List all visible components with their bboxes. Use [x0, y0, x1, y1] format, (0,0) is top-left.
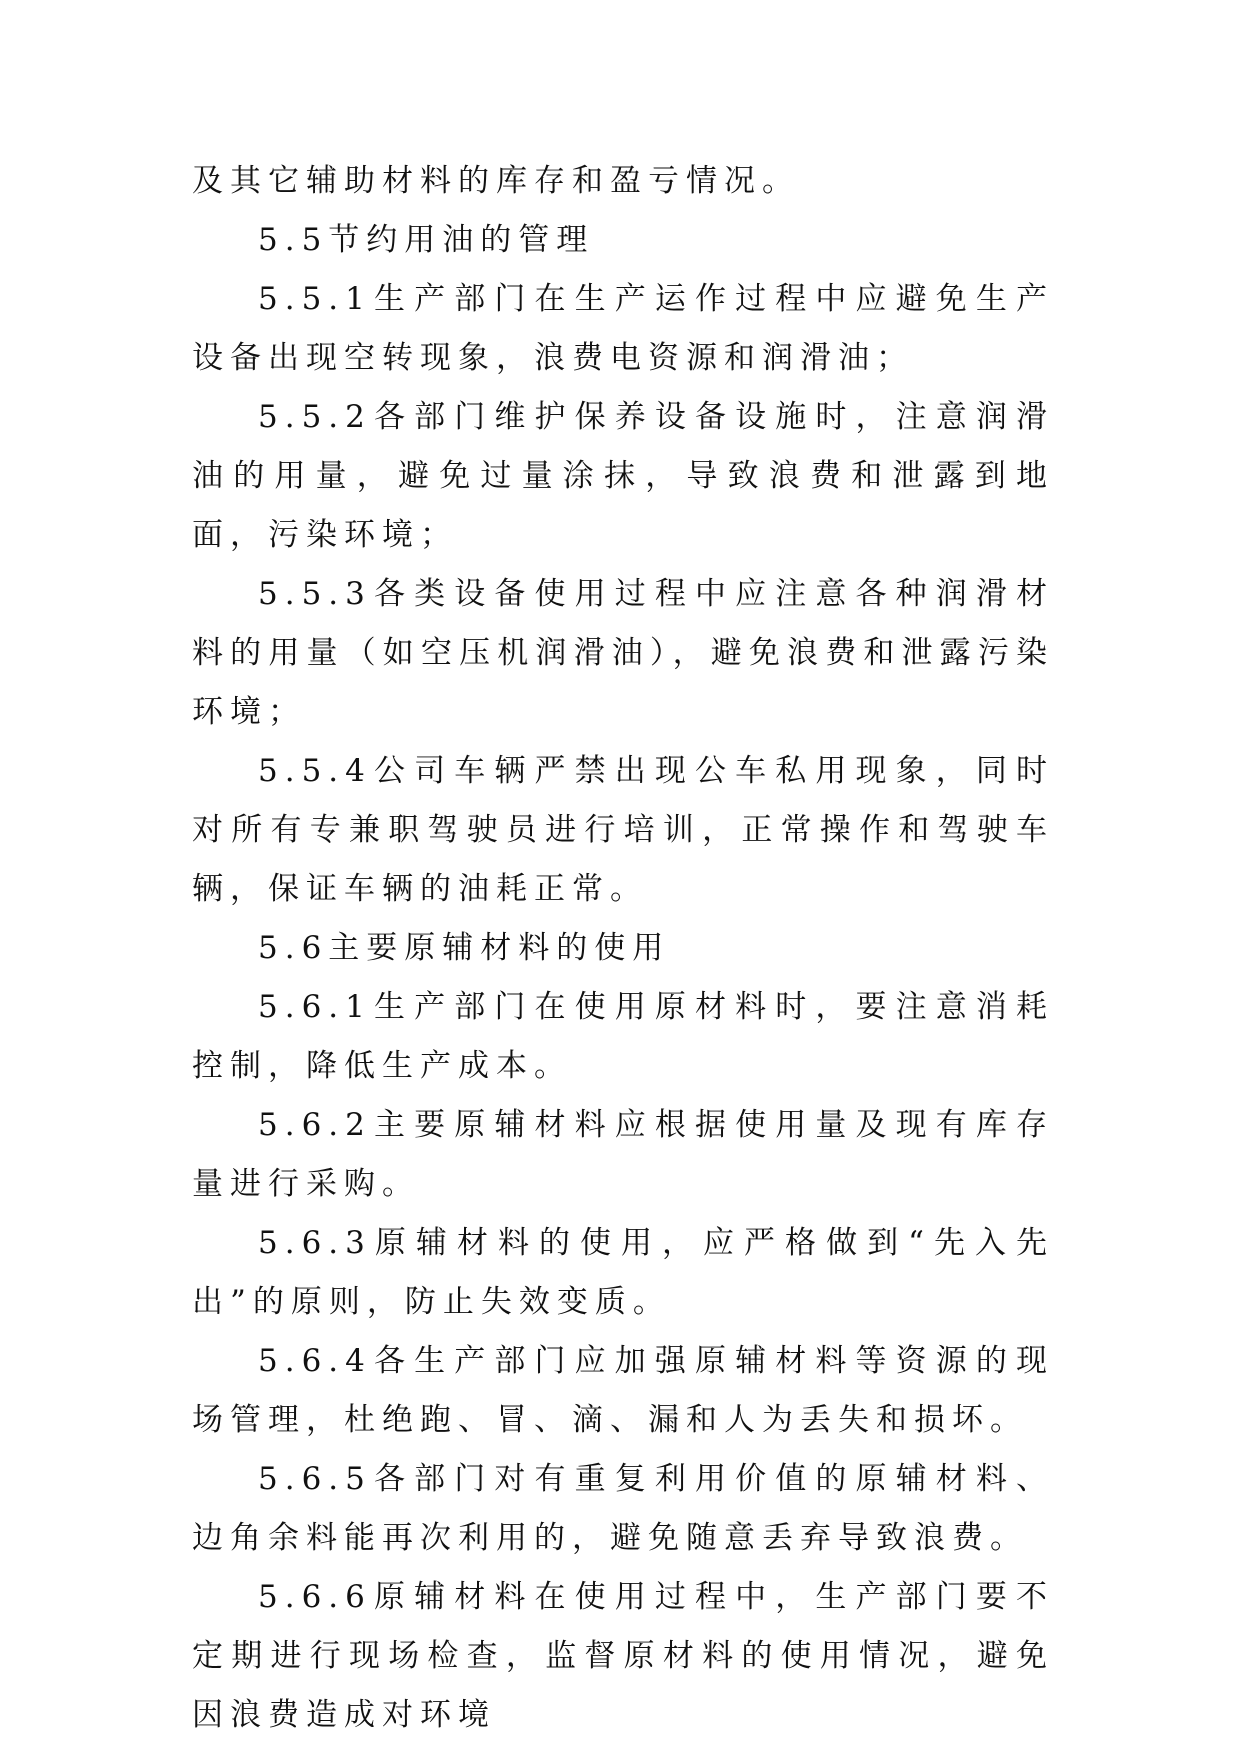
- paragraph-5-6-6: 5.6.6原辅材料在使用过程中，生产部门要不定期进行现场检查，监督原材料的使用情况，避免因浪费造成对环境: [192, 1579, 1054, 1733]
- paragraph-5-6-4: 5.6.4各生产部门应加强原辅材料等资源的现场管理，杜绝跑、冒、滴、漏和人为丢失和损坏。: [192, 1343, 1054, 1438]
- paragraph-5-6-3: 5.6.3原辅材料的使用，应严格做到“先入先出”的原则，防止失效变质。: [192, 1225, 1054, 1320]
- section-heading-5-5: 5.5节约用油的管理: [258, 222, 595, 258]
- paragraph-5-5-1: 5.5.1生产部门在生产运作过程中应避免生产设备出现空转现象，浪费电资源和润滑油；: [192, 281, 1054, 376]
- document-body: [192, 152, 1054, 1745]
- section-heading-5-6: 5.6主要原辅材料的使用: [258, 930, 671, 966]
- paragraph-5-6-2: 5.6.2主要原辅材料应根据使用量及现有库存量进行采购。: [192, 1107, 1054, 1202]
- paragraph-5-6-1: 5.6.1生产部门在使用原材料时，要注意消耗控制，降低生产成本。: [192, 989, 1054, 1084]
- paragraph-5-6-5: 5.6.5各部门对有重复利用价值的原辅材料、边角余料能再次利用的，避免随意丢弃导致浪费。: [192, 1461, 1054, 1556]
- paragraph-5-5-2: 5.5.2各部门维护保养设备设施时，注意润滑油的用量，避免过量涂抹，导致浪费和泄露到地面，污染环境；: [192, 399, 1054, 553]
- paragraph-5-5-4: 5.5.4公司车辆严禁出现公车私用现象，同时对所有专兼职驾驶员进行培训，正常操作和驾驶车辆，保证车辆的油耗正常。: [192, 753, 1054, 907]
- paragraph-5-5-3: 5.5.3各类设备使用过程中应注意各种润滑材料的用量（如空压机润滑油），避免浪费和泄露污染环境；: [192, 576, 1054, 730]
- paragraph-continuation: 及其它辅助材料的库存和盈亏情况。: [192, 163, 800, 199]
